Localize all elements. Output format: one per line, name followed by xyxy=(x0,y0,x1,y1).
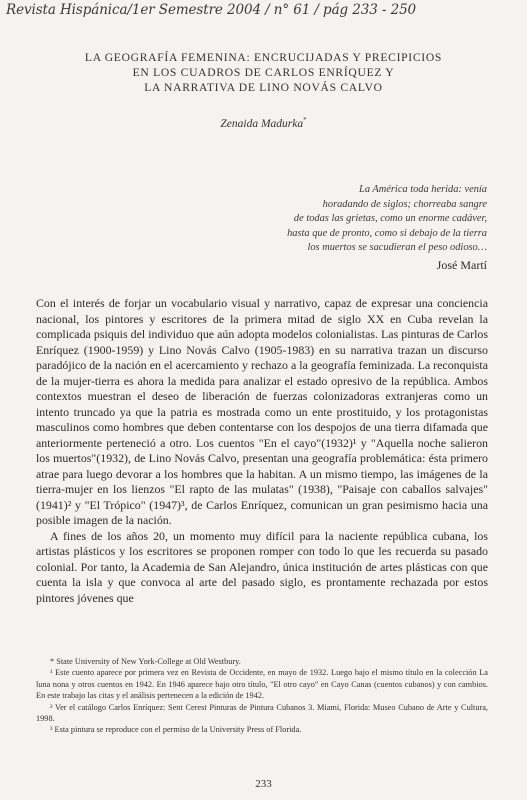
epigraph-line: hasta que de pronto, como si debajo de la tierra xyxy=(287,227,487,239)
handwritten-citation-note: Revista Hispánica/1er Semestre 2004 / n° 61 / pág 233 - 250 xyxy=(6,2,417,18)
article-title xyxy=(40,50,487,95)
footnotes xyxy=(36,656,488,736)
article-body xyxy=(36,296,488,606)
body-paragraph: Con el interés de forjar un vocabulario visual y narrativo, capaz de expresar una conciencia nacional, los pintores y escritores de la primera mitad de siglo XX en Cuba revelan la complicada psiquis del individuo que aún adopta modelos colonialistas. Las pinturas de Carlos Enríquez (1900-1959) y Lino Novás Calvo (1905-1983) en su narrativa trazan un discurso paradójico de la nación en el acercamiento y rechazo a la geografía feminizada. La reconquista de la mujer-tierra es ahora la medida para analizar el estado opresivo de la república. Ambos contextos muestran el deseo de liberación de fuerzas colonizadoras extranjeras como un intento truncado ya que la patria es mostrada como un ente prostituido, y los protagonistas masculinos como hombres que deben contentarse con los despojos de una tierra difamada que anteriormente perteneció a otro. Los cuentos "En el cayo"(1932)¹ y "Aquella noche salieron los muertos"(1932), de Lino Novás Calvo, presentan una geografía problemática: ésta primero atrae para luego devorar a los hombres que la habitan. A un mismo tiempo, las imágenes de la tierra-mujer en los lienzos "El rapto de las mulatas" (1938), "Paisaje con caballos salvajes" (1941)² y "El Trópico" (1947)³, de Carlos Enríquez, comunican un gran pesimismo hacia una posible imagen de la nación. xyxy=(36,296,488,527)
epigraph-attribution: José Martí xyxy=(436,258,487,272)
page-number: 233 xyxy=(255,778,272,790)
author-byline xyxy=(0,116,527,130)
epigraph-line: La América toda herida: venía xyxy=(359,184,487,195)
body-paragraph: A fines de los años 20, un momento muy difícil para la naciente república cubana, los artistas plásticos y los escritores se proponen romper con todo lo que les recuerda su pasado colonial. Por tanto, la Academia de San Alejandro, única institución de artes plásticas con que cuenta la isla y que convoca al arte del pasado siglo, es prontamente rechazada por estos pintores jóvenes que xyxy=(36,528,488,605)
title-line: EN LOS CUADROS DE CARLOS ENRÍQUEZ Y xyxy=(132,66,395,79)
title-line: LA GEOGRAFÍA FEMENINA: ENCRUCIJADAS Y PRECIPICIOS xyxy=(84,51,443,64)
author-name: Zenaida Madurka xyxy=(220,117,304,130)
epigraph-line: los muertos se sacudieran el peso odioso… xyxy=(307,242,487,253)
footnote: ¹ Este cuento aparece por primera vez en Revista de Occidente, en mayo de 1932. Luego bajo el mismo título en la colección La luna nona y otros cuentos en 1942. En 1946 aparece bajo otro título, "El otro cayo" en Cayo Canas (cuentos cubanos) y con cambios. En este trabajo las citas y el análisis pertenecen a la edición de 1942. xyxy=(36,668,488,701)
epigraph xyxy=(157,183,487,256)
epigraph-line: de todas las grietas, como un enorme cadáver, xyxy=(293,213,487,224)
title-line: LA NARRATIVA DE LINO NOVÁS CALVO xyxy=(144,81,383,94)
author-footnote-mark: * xyxy=(303,116,307,124)
footnote: ² Ver el catálogo Carlos Enríquez: Sent Cerest Pinturas de Pintura Cubanos 3. Miami, Florida: Museo Cubano de Arte y Cultura, 1998. xyxy=(36,702,488,724)
footnote: ³ Esta pintura se reproduce con el permiso de la University Press of Florida. xyxy=(50,725,302,735)
footnote: * State University of New York-College at Old Westbury. xyxy=(50,657,241,666)
epigraph-line: horadando de siglos; chorreaba sangre xyxy=(322,198,487,210)
